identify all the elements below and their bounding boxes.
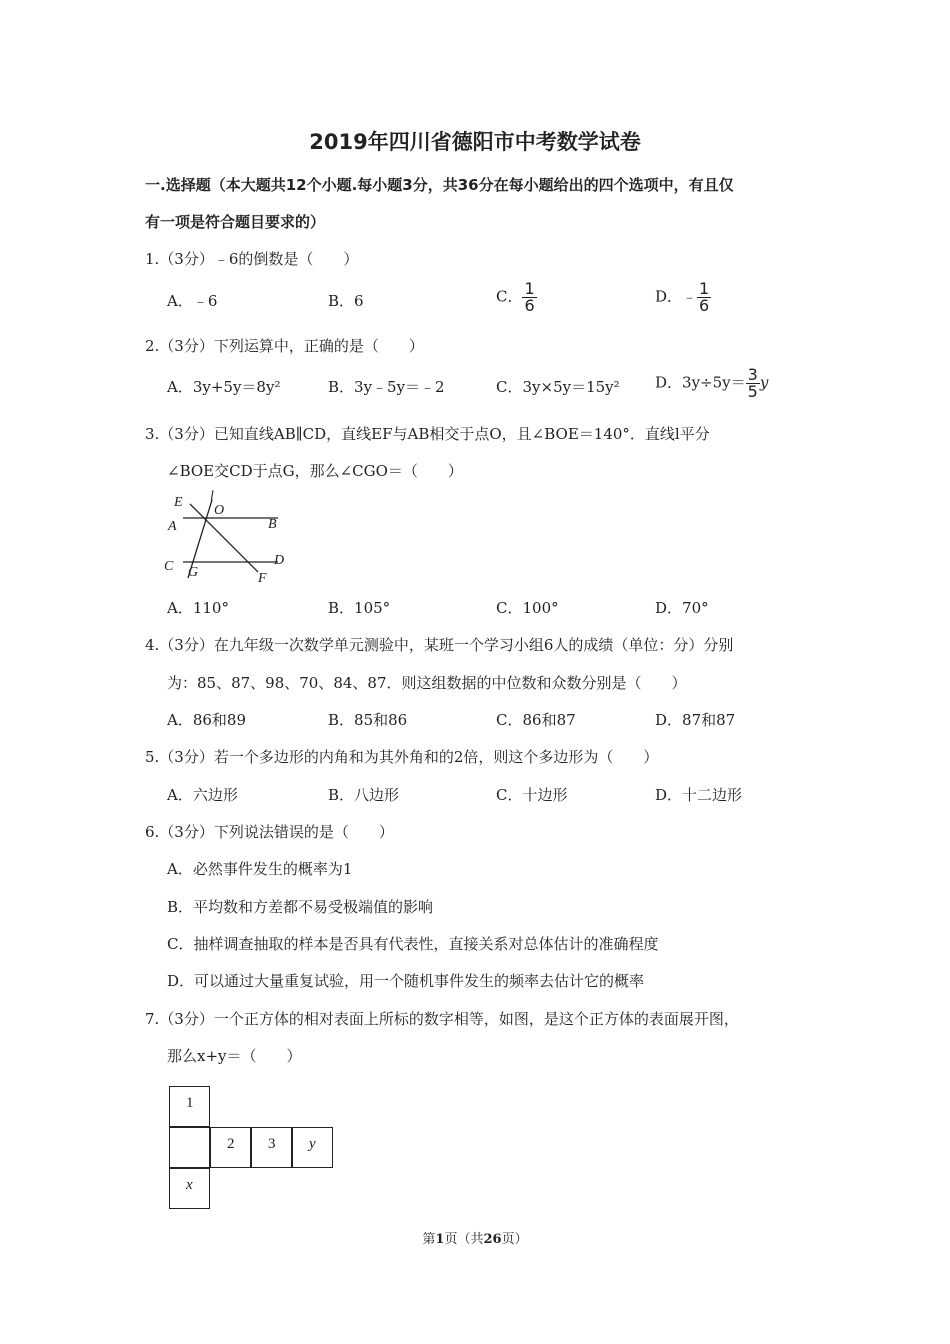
page-footer <box>0 1228 950 1247</box>
q1-c-numerator: 1 <box>524 279 535 298</box>
footer-page-number: 1 <box>435 1232 445 1247</box>
label-l: l <box>210 489 214 504</box>
q5-option-a: A．六边形 <box>167 786 238 804</box>
q3-figure <box>160 488 295 588</box>
q1-stem: 1.（3分）﹣6的倒数是（ ） <box>145 250 359 268</box>
q5-option-d: D．十二边形 <box>655 786 743 804</box>
q2-option-d <box>655 367 768 400</box>
net-cell-1: 1 <box>169 1086 210 1127</box>
q1-option-c-fraction <box>522 281 536 314</box>
page-title: 2019年四川省德阳市中考数学试卷 <box>309 130 641 154</box>
net-cell-blank <box>169 1127 210 1168</box>
q7-stem-line2: 那么x+y＝（ ） <box>167 1047 302 1065</box>
label-a: A <box>168 519 177 534</box>
q5-option-c: C．十边形 <box>496 786 568 804</box>
q1-option-a: A．﹣6 <box>167 292 218 310</box>
footer-suffix: 页） <box>501 1232 528 1247</box>
q2-option-d-suffix: y <box>759 373 769 392</box>
q2-option-c: C．3y×5y＝15y² <box>496 378 620 396</box>
q1-d-numerator: 1 <box>699 279 710 298</box>
footer-prefix: 第 <box>422 1232 436 1247</box>
q2-d-numerator: 3 <box>747 365 758 384</box>
section-heading-line2: 有一项是符合题目要求的） <box>145 213 326 231</box>
q4-stem-line1: 4.（3分）在九年级一次数学单元测验中，某班一个学习小组6人的成绩（单位：分）分别 <box>145 636 734 654</box>
q1-option-d-sign: ﹣ <box>682 287 698 306</box>
q6-stem: 6.（3分）下列说法错误的是（ ） <box>145 823 394 841</box>
footer-total-pages: 26 <box>483 1232 502 1247</box>
q5-stem: 5.（3分）若一个多边形的内角和为其外角和的2倍，则这个多边形为（ ） <box>145 748 659 766</box>
q5-option-b: B．八边形 <box>328 786 400 804</box>
label-f: F <box>258 571 267 586</box>
q6-option-d: D．可以通过大量重复试验，用一个随机事件发生的频率去估计它的概率 <box>167 972 645 990</box>
q1-option-c-prefix: C． <box>496 287 523 306</box>
q4-option-c: C．86和87 <box>496 711 576 729</box>
label-e: E <box>174 495 183 510</box>
q4-option-a: A．86和89 <box>167 711 247 729</box>
q2-d-denominator: 5 <box>747 382 758 401</box>
q7-stem-line1: 7.（3分）一个正方体的相对表面上所标的数字相等，如图，是这个正方体的表面展开图， <box>145 1010 739 1028</box>
q4-option-b: B．85和86 <box>328 711 408 729</box>
q7-cube-net <box>169 1086 339 1212</box>
q6-option-b: B．平均数和方差都不易受极端值的影响 <box>167 898 434 916</box>
q3-stem-line1: 3.（3分）已知直线AB∥CD，直线EF与AB相交于点O，且∠BOE＝140°．直线l平分 <box>145 425 710 443</box>
q2-option-a: A．3y+5y＝8y² <box>167 378 281 396</box>
q1-option-c <box>496 281 537 314</box>
q3-option-b: B．105° <box>328 599 391 617</box>
q4-option-d: D．87和87 <box>655 711 736 729</box>
q6-option-a: A．必然事件发生的概率为1 <box>167 860 353 878</box>
label-c: C <box>164 559 174 574</box>
q3-option-a: A．110° <box>167 599 229 617</box>
label-o: O <box>214 503 225 518</box>
q2-option-d-fraction <box>746 367 760 400</box>
net-cell-2: 2 <box>210 1127 251 1168</box>
label-d: D <box>274 553 285 568</box>
q1-option-b: B．6 <box>328 292 364 310</box>
q3-option-d: D．70° <box>655 599 709 617</box>
q2-option-b: B．3y﹣5y＝﹣2 <box>328 378 445 396</box>
q1-option-d-prefix: D． <box>655 287 683 306</box>
label-g: G <box>188 565 199 580</box>
net-cell-x: x <box>169 1168 210 1209</box>
q1-d-denominator: 6 <box>699 296 710 315</box>
q3-option-c: C．100° <box>496 599 559 617</box>
footer-mid: 页（共 <box>444 1232 484 1247</box>
q6-option-c: C．抽样调查抽取的样本是否具有代表性，直接关系对总体估计的准确程度 <box>167 935 659 953</box>
q1-option-d <box>655 281 711 314</box>
q4-stem-line2: 为：85、87、98、70、84、87．则这组数据的中位数和众数分别是（ ） <box>167 674 687 692</box>
q3-stem-line2: ∠BOE交CD于点G，那么∠CGO＝（ ） <box>167 462 463 480</box>
q2-option-d-prefix: D．3y÷5y＝ <box>655 373 746 392</box>
label-b: B <box>268 517 277 532</box>
section-heading-line1: 一.选择题（本大题共12个小题.每小题3分，共36分在每小题给出的四个选项中，有且仅 <box>145 176 734 194</box>
q1-option-d-fraction <box>697 281 711 314</box>
q1-c-denominator: 6 <box>524 296 535 315</box>
q2-stem: 2.（3分）下列运算中，正确的是（ ） <box>145 337 424 355</box>
net-cell-3: 3 <box>251 1127 292 1168</box>
net-cell-y: y <box>292 1127 333 1168</box>
